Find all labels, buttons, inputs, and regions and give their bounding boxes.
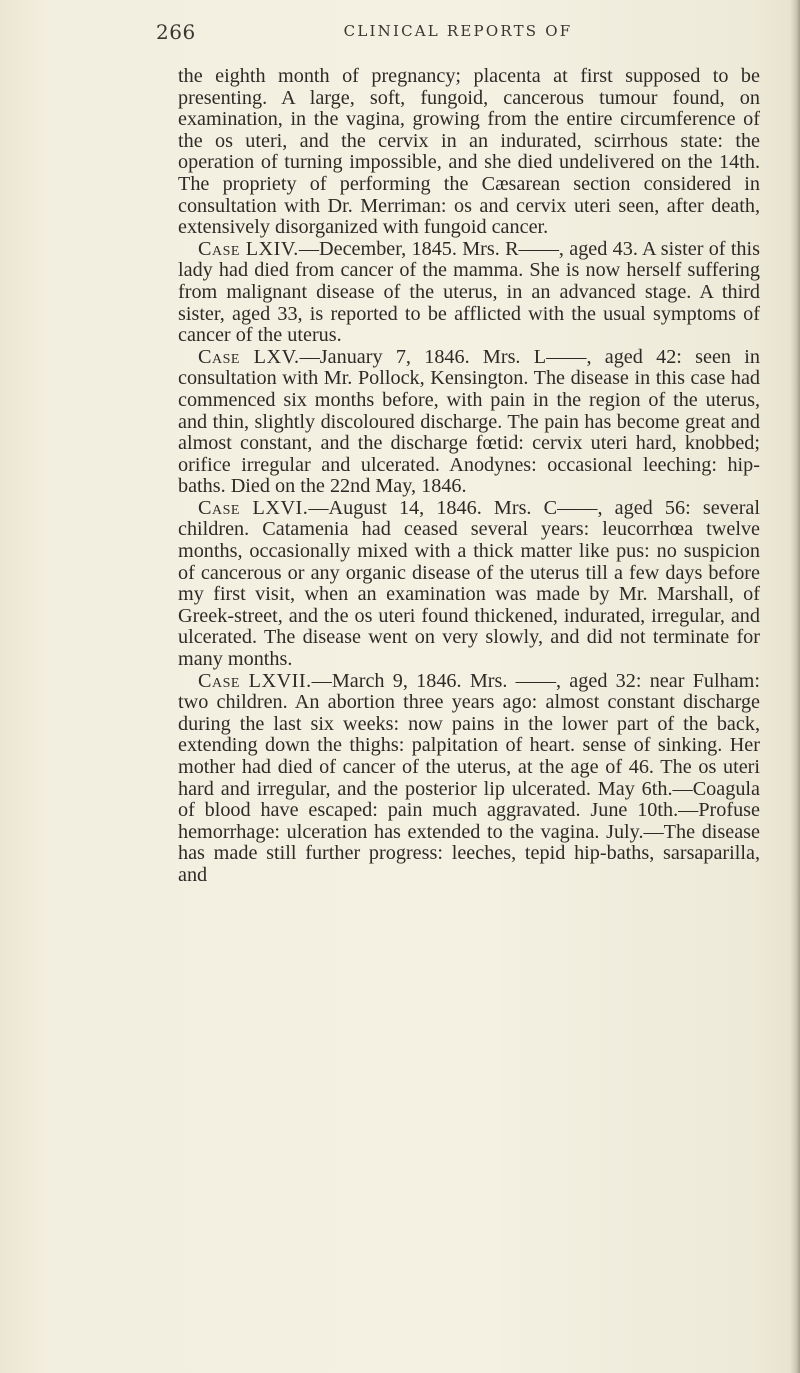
paragraph-case-lxvii [178,671,760,887]
case-label: Case LXV. [198,345,300,368]
body-text [178,66,760,887]
paragraph-text: —January 7, 1846. Mrs. L——, aged 42: seen in consultation with Mr. Pollock, Kensington. The disease in this case had commenced six months before, with pain in the region of the uterus, and thin, slightly discoloured discharge. The pain has become great and almost constant, and the discharge fœtid: cervix uteri hard, knobbed; orifice irregular and ulcerated. Anodynes: occasional leeching: hip-baths. Died on the 22nd May, 1846. [178,345,760,498]
case-label: Case LXVII. [198,669,312,692]
paragraph-text: —August 14, 1846. Mrs. C——, aged 56: several children. Catamenia had ceased several years: leucorrhœa twelve months, occasionally mixed with a thick matter like pus: no suspicion of cancerous or any organic disease of the uterus till a few days before my first visit, when an examination was made by Mr. Marshall, of Greek-street, and the os uteri found thickened, indurated, irregular, and ulcerated. The disease went on very slowly, and did not terminate for many months. [178,496,760,671]
paragraph-case-lxiv [178,239,760,347]
page-number: 266 [156,20,196,44]
paragraph-text: the eighth month of pregnancy; placenta at first supposed to be presenting. A large, soft, fungoid, cancerous tumour found, on examination, in the vagina, growing from the entire circumference of the os uteri, and the cervix in an indurated, scirrhous state: the operation of turning impossible, and she died undelivered on the 14th. The propriety of performing the Cæsarean section considered in consultation with Dr. Merriman: os and cervix uteri seen, after death, extensively disorganized with fungoid cancer. [178,65,760,239]
case-label: Case LXVI. [198,496,309,519]
paragraph-case-lxvi [178,498,760,671]
running-title: CLINICAL REPORTS OF [343,22,573,40]
case-label: Case LXIV. [198,237,299,260]
paragraph-text: —March 9, 1846. Mrs. ——, aged 32: near Fulham: two children. An abortion three years ago: almost constant discharge during the last six weeks: now pains in the lower part of the back, extending down the thighs: palpitation of heart. sense of sinking. Her mother had died of cancer of the uterus, at the age of 46. The os uteri hard and irregular, and the posterior lip ulcerated. May 6th.—Coagula of blood have escaped: pain much aggravated. June 10th.—Profuse hemorrhage: ulceration has extended to the vagina. July.—The disease has made still further progress: leeches, tepid hip-baths, sarsaparilla, and [178,669,760,886]
paragraph-text: —December, 1845. Mrs. R——, aged 43. A sister of this lady had died from cancer of the mamma. She is now herself suffering from malignant disease of the uterus, in an advanced stage. A third sister, aged 33, is reported to be afflicted with the usual symptoms of cancer of the uterus. [178,237,760,347]
paragraph-case-lxv [178,347,760,498]
page-header [156,12,760,52]
paragraph-continuation [178,66,760,239]
page-edge-shadow [790,0,800,1373]
